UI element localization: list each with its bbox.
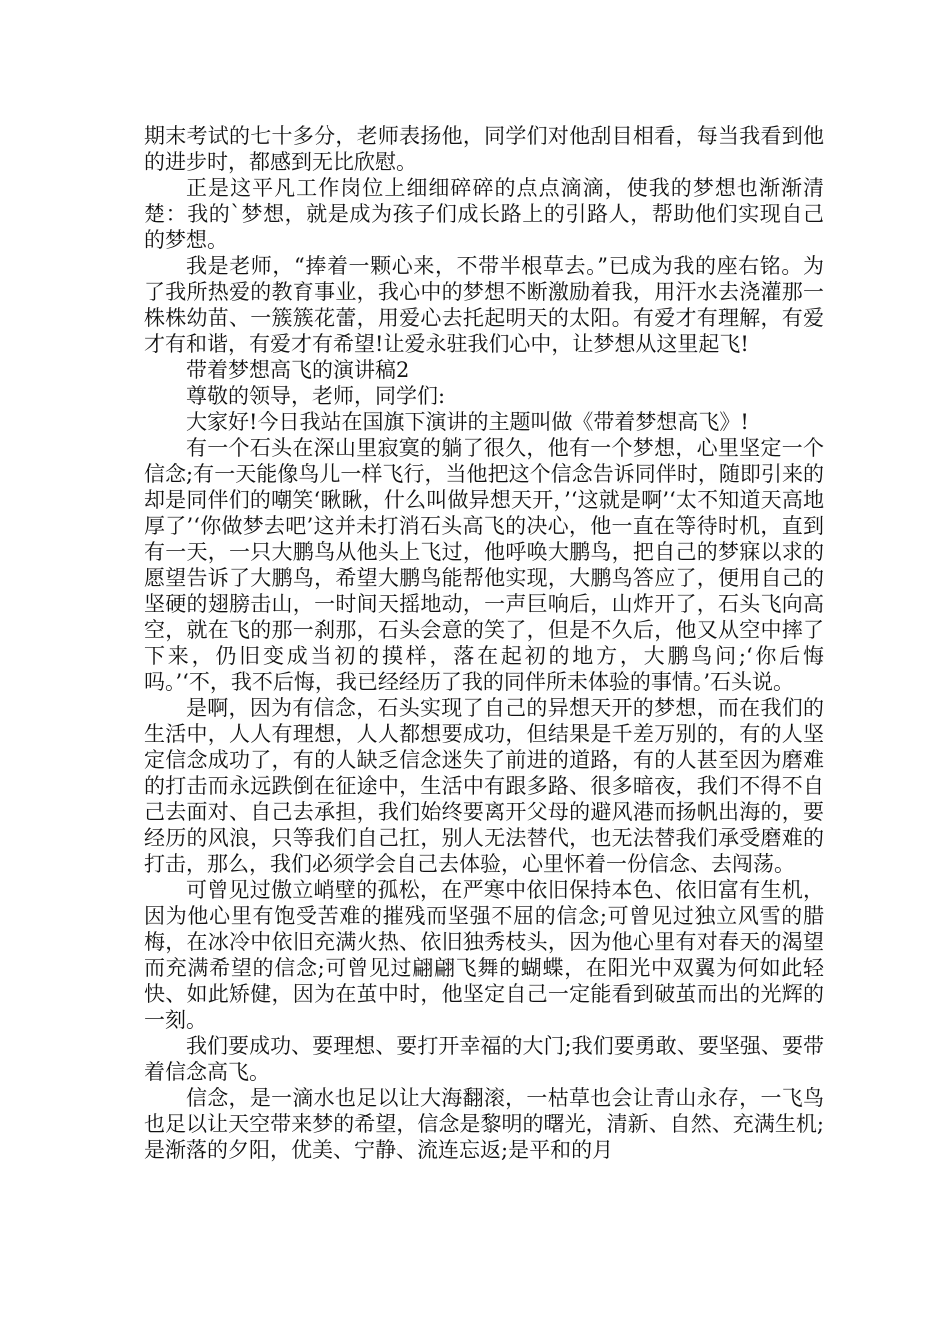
- document-page: [144, 123, 824, 1163]
- paragraph-belief-life: 是啊，因为有信念，石头实现了自己的异想天开的梦想，而在我们的生活中，人人有理想，人人都想要成功，但结果是千差万别的，有的人坚定信念成功了，有的人缺乏信念迷失了前进的道路，有的人甚至因为磨难的打击而永远跌倒在征途中，生活中有跟多路、很多暗夜，我们不得不自己去面对、自己去承担，我们始终要离开父母的避风港而扬帆出海的，要经历的风浪，只等我们自己扛，别人无法替代，也无法替我们承受磨难的打击，那么，我们必须学会自己去体验，心里怀着一份信念、去闯荡。: [144, 696, 824, 876]
- paragraph-teacher-motto: 我是老师，“捧着一颗心来，不带半根草去。”已成为我的座右铭。为了我所热爱的教育事业，我心中的梦想不断激励着我，用汗水去浇灌那一株株幼苗、一簇簇花蕾，用爱心去托起明天的太阳。有爱才有理解，有爱才有和谐，有爱才有希望!让爱永驻我们心中，让梦想从这里起飞!: [144, 254, 824, 356]
- paragraph-dream-clear: 正是这平凡工作岗位上细细碎碎的点点滴滴，使我的梦想也渐渐清楚：我的`梦想，就是成为孩子们成长路上的引路人，帮助他们实现自己的梦想。: [144, 176, 824, 252]
- paragraph-belief-definition: 信念，是一滴水也足以让大海翻滚，一枯草也会让青山永存，一飞鸟也足以让天空带来梦的希望，信念是黎明的曙光，清新、自然、充满生机;是渐落的夕阳，优美、宁静、流连忘返;是平和的月: [144, 1086, 824, 1162]
- speech-title: 带着梦想高飞的演讲稿2: [186, 358, 410, 382]
- greeting: 大家好!今日我站在国旗下演讲的主题叫做《带着梦想高飞》!: [186, 410, 749, 434]
- salutation: 尊敬的领导，老师，同学们:: [186, 384, 446, 408]
- paragraph-pine-plum-butterfly: 可曾见过傲立峭壁的孤松，在严寒中依旧保持本色、依旧富有生机，因为他心里有饱受苦难的摧残而坚强不屈的信念;可曾见过独立风雪的腊梅，在冰冷中依旧充满火热、依旧独秀枝头，因为他心里有对春天的渴望而充满希望的信念;可曾见过翩翩飞舞的蝴蝶，在阳光中双翼为何如此轻快、如此矫健，因为在茧中时，他坚定自己一定能看到破茧而出的光辉的一刻。: [144, 878, 824, 1032]
- paragraph-success: 我们要成功、要理想、要打开幸福的大门;我们要勇敢、要坚强、要带着信念高飞。: [144, 1034, 824, 1084]
- paragraph-continuation: 期末考试的七十多分，老师表扬他，同学们对他刮目相看，每当我看到他的进步时，都感到无比欣慰。: [144, 124, 824, 174]
- paragraph-stone-story: 有一个石头在深山里寂寞的躺了很久，他有一个梦想，心里坚定一个信念;有一天能像鸟儿一样飞行，当他把这个信念告诉同伴时，随即引来的却是同伴们的嘲笑‘瞅瞅，什么叫做异想天开，’‘这就是啊’‘太不知道天高地厚了’‘你做梦去吧’这并未打消石头高飞的决心，他一直在等待时机，直到有一天，一只大鹏鸟从他头上飞过，他呼唤大鹏鸟，把自己的梦寐以求的愿望告诉了大鹏鸟，希望大鹏鸟能帮他实现，大鹏鸟答应了，便用自己的坚硬的翅膀击山，一时间天摇地动，一声巨响后，山炸开了，石头飞向高空，就在飞的那一刹那，石头会意的笑了，但是不久后，他又从空中摔了下来，仍旧变成当初的摸样，落在起初的地方，大鹏鸟问;‘你后悔吗。’‘不，我不后悔，我已经经历了我的同伴所未体验的事情。’石头说。: [144, 436, 824, 694]
